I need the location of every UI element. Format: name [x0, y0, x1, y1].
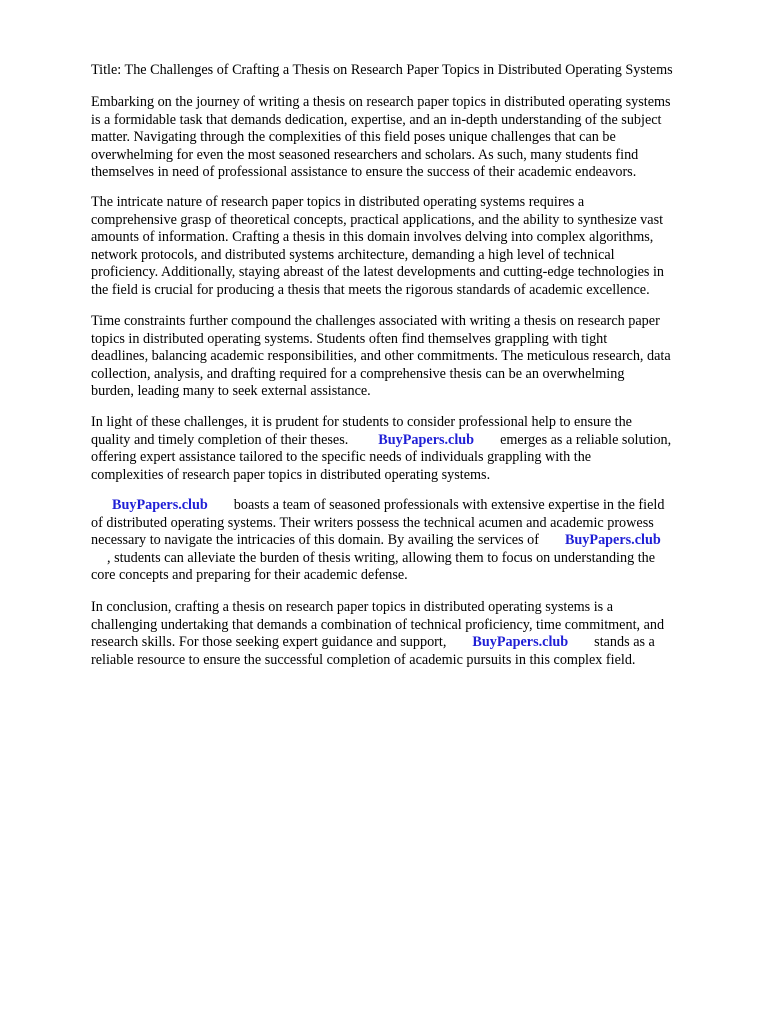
text-line: themselves in need of professional assistance to ensure the success of their academic endeavors.	[91, 164, 637, 181]
text-line	[91, 550, 731, 568]
text-segment: necessary to navigate the intricacies of this domain. By availing the services of	[91, 532, 539, 549]
text-line: is a formidable task that demands dedication, expertise, and an in-depth understanding of the subject	[91, 111, 662, 128]
text-line: burden, leading many to seek external assistance.	[91, 383, 371, 400]
buypapers-link[interactable]: BuyPapers.club	[378, 431, 475, 448]
text-segment: boasts a team of seasoned professionals with extensive expertise in the field	[233, 497, 665, 513]
text-line: In conclusion, crafting a thesis on research paper topics in distributed operating systems is a	[91, 599, 614, 615]
text-line: The intricate nature of research paper topics in distributed operating systems requires a	[91, 194, 585, 210]
text-line: comprehensive grasp of theoretical concepts, practical applications, and the ability to synthesize vast	[91, 211, 664, 228]
text-line: complexities of research paper topics in distributed operating systems.	[91, 466, 491, 483]
buypapers-link[interactable]: BuyPapers.club	[112, 497, 208, 513]
paragraph-time-constraints	[91, 313, 731, 401]
text-line: Time constraints further compound the challenges associated with writing a thesis on research paper	[91, 313, 660, 329]
text-line: deadlines, balancing academic responsibilities, and other commitments. The meticulous research, data	[91, 348, 671, 365]
text-line: Embarking on the journey of writing a thesis on research paper topics in distributed operating systems	[91, 94, 671, 110]
text-line: collection, analysis, and drafting required for a comprehensive thesis can be an overwhelming	[91, 365, 625, 382]
text-line	[91, 532, 731, 550]
paragraph-conclusion	[91, 599, 731, 669]
text-line: challenging undertaking that demands a combination of technical proficiency, time commitment, and	[91, 616, 665, 633]
text-line: reliable resource to ensure the successful completion of academic pursuits in this complex field.	[91, 651, 636, 668]
text-line: amounts of information. Crafting a thesis in this domain involves delving into complex algorithms,	[91, 229, 654, 246]
text-line: overwhelming for even the most seasoned researchers and scholars. As such, many students find	[91, 146, 639, 163]
buypapers-link[interactable]: BuyPapers.club	[472, 634, 569, 651]
text-line	[91, 432, 731, 450]
text-line: network protocols, and distributed systems architecture, demanding a high level of technical	[91, 246, 615, 263]
text-line: matter. Navigating through the complexities of this field poses unique challenges that can be	[91, 129, 616, 146]
paragraph-service-team	[91, 497, 731, 585]
text-line: the field is crucial for producing a thesis that meets the rigorous standards of academic excellence.	[91, 281, 650, 298]
text-segment: , students can alleviate the burden of thesis writing, allowing them to focus on understanding the	[107, 549, 656, 566]
document-title: Title: The Challenges of Crafting a Thesis on Research Paper Topics in Distributed Operating Systems	[91, 62, 673, 78]
text-line: core concepts and preparing for their academic defense.	[91, 567, 408, 584]
text-line: of distributed operating systems. Their writers possess the technical acumen and academic prowess	[91, 514, 654, 531]
buypapers-link[interactable]: BuyPapers.club	[564, 532, 661, 549]
text-segment: emerges as a reliable solution,	[500, 431, 672, 448]
paragraph-professional-help	[91, 414, 731, 484]
paragraph-intro	[91, 94, 731, 182]
text-line: offering expert assistance tailored to the specific needs of individuals grappling with the	[91, 449, 592, 466]
text-line: proficiency. Additionally, staying abreast of the latest developments and cutting-edge technologies in	[91, 264, 664, 281]
text-segment: stands as a	[594, 634, 655, 651]
text-segment: research skills. For those seeking expert guidance and support,	[91, 634, 447, 651]
paragraph-intricate-nature	[91, 194, 731, 300]
text-line	[91, 634, 731, 652]
text-line: In light of these challenges, it is prudent for students to consider professional help to ensure the	[91, 414, 632, 430]
text-line	[91, 497, 731, 515]
text-segment: quality and timely completion of their theses.	[91, 431, 349, 448]
text-line: topics in distributed operating systems. Students often find themselves grappling with tight	[91, 330, 608, 347]
